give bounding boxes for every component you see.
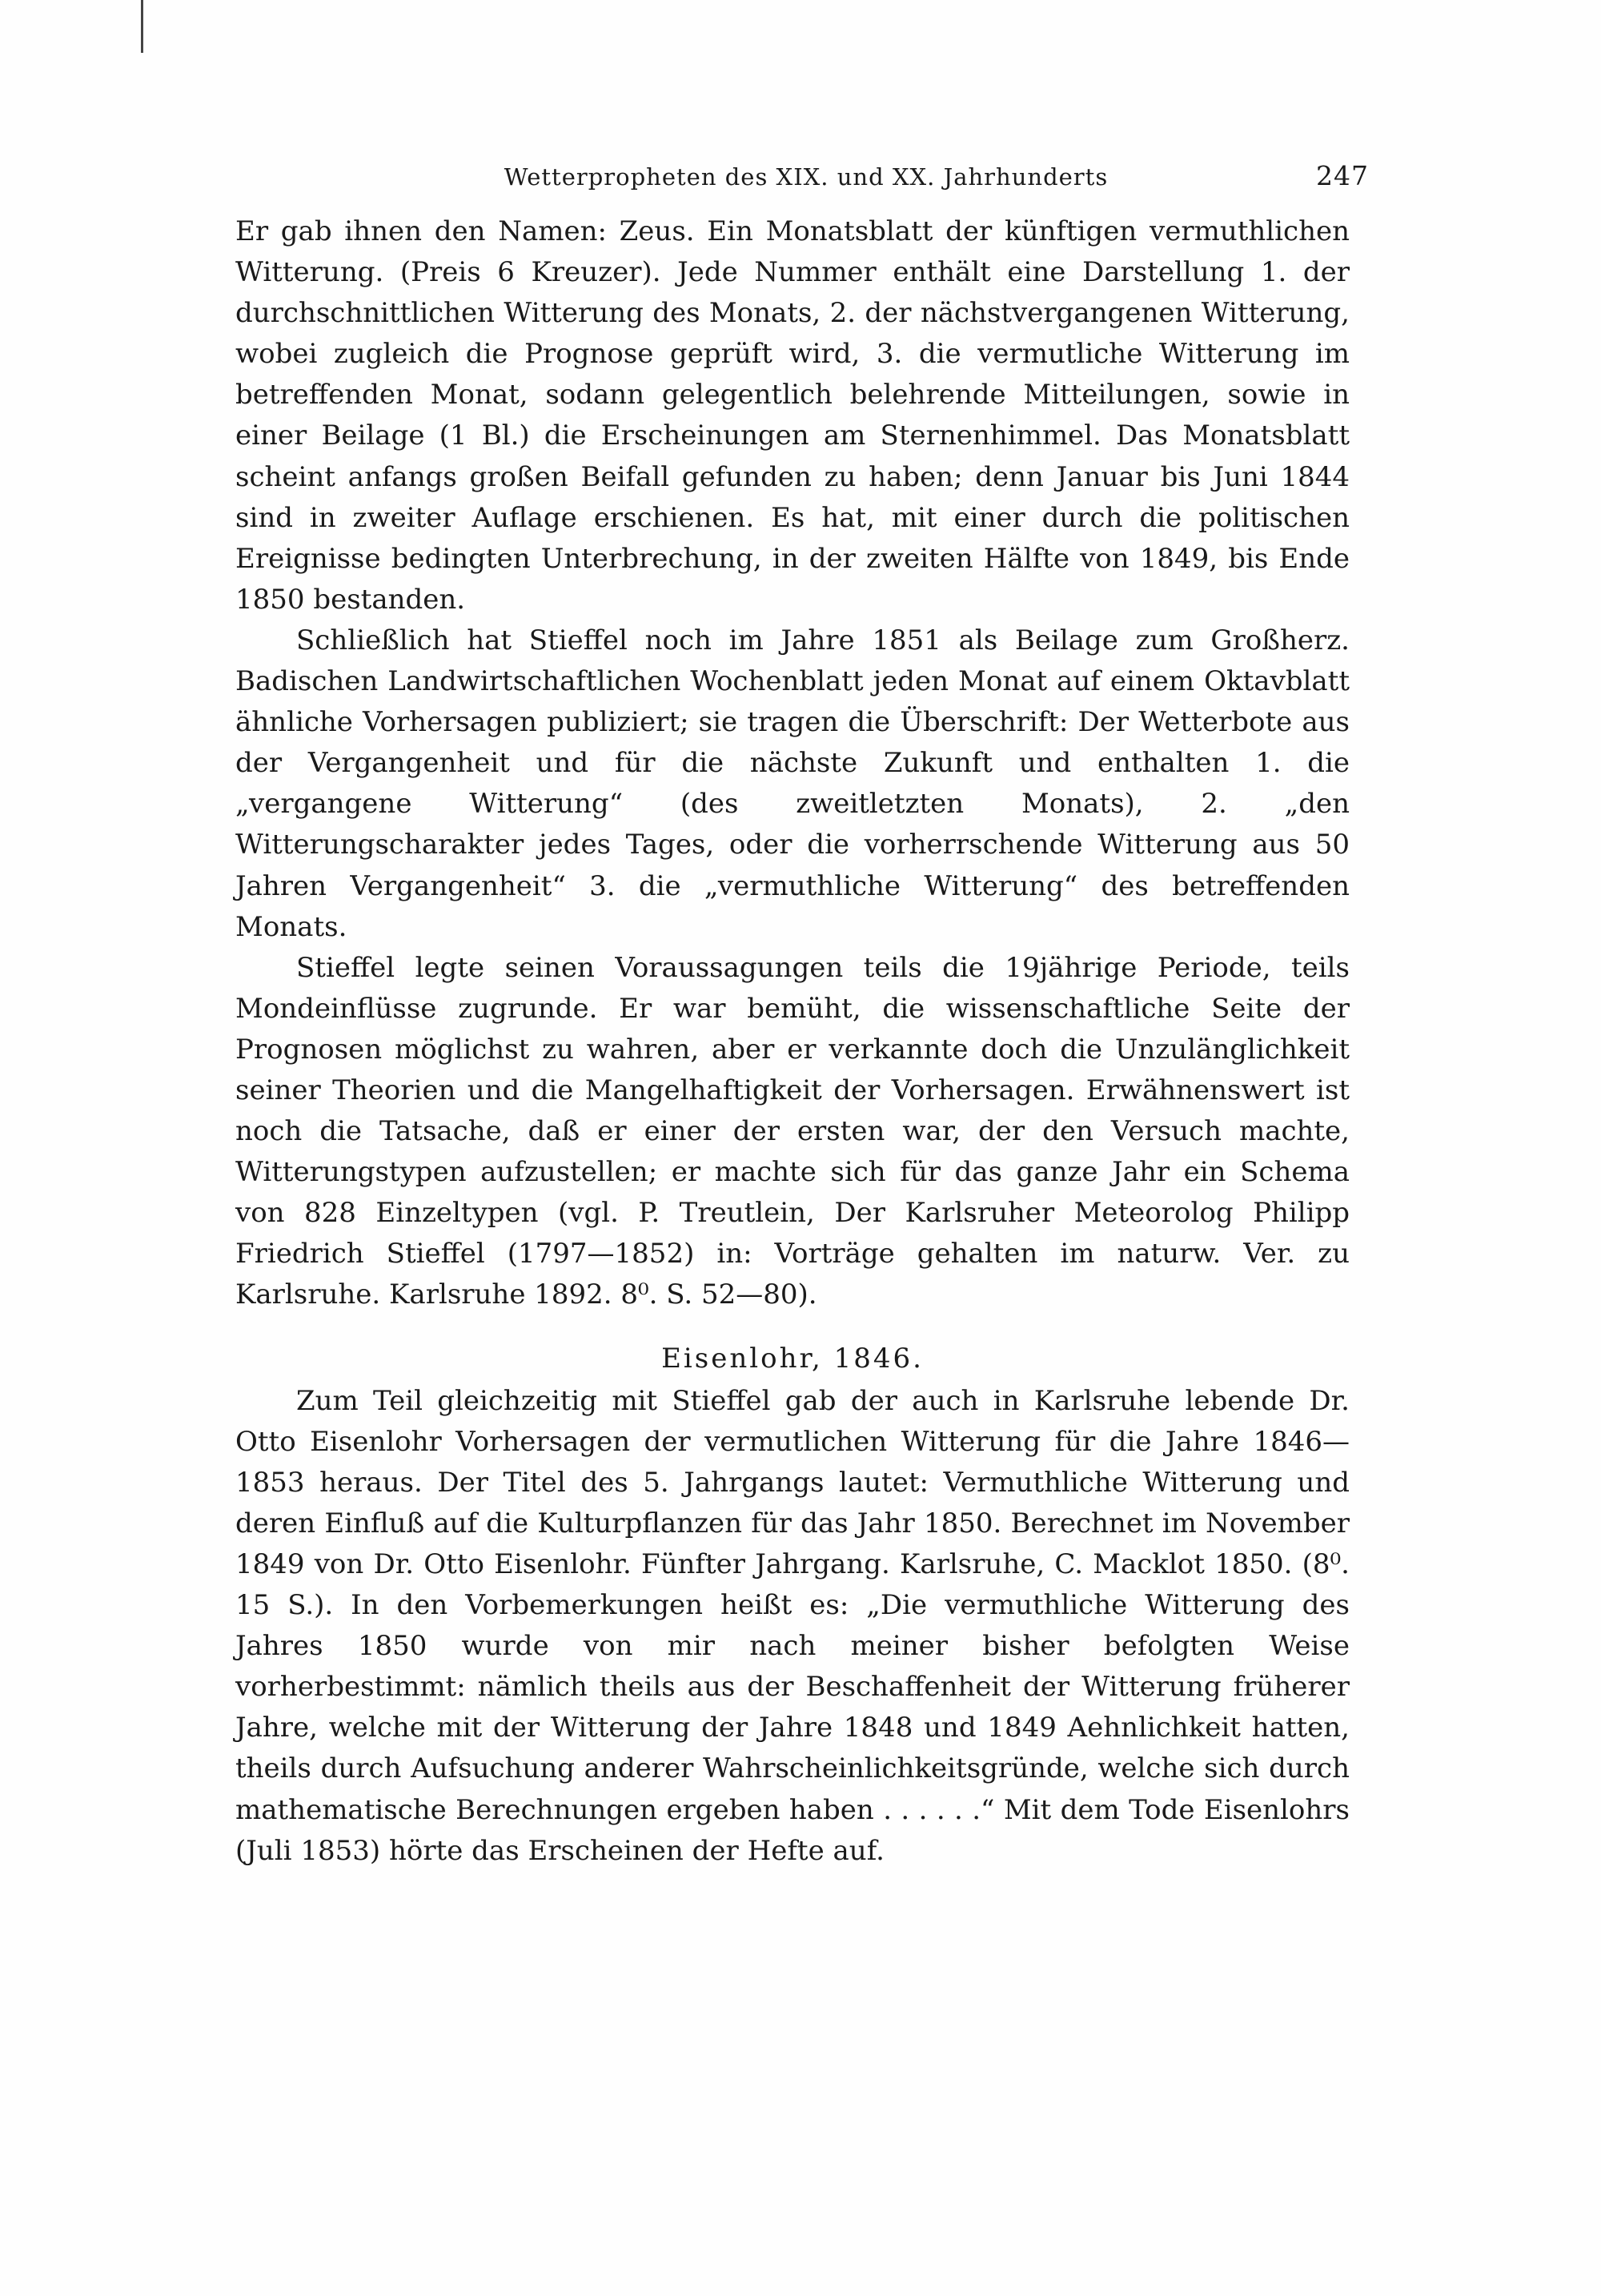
section-heading: Eisenlohr, 1846.	[661, 1342, 924, 1375]
paragraph: Schließlich hat Stieffel noch im Jahre 1851 als Beilage zum Großherz. Badischen Landwirtschaftlichen Wochenblatt jeden Monat auf einem Oktavblatt ähnliche Vorhersagen publiziert; sie tragen die Überschrift: Der Wetterbote aus der Vergangenheit und für die nächste Zukunft und enthalten 1. die „vergangene Witterung“ (des zweitletzten Monats), 2. „den Witterungscharakter jedes Tages, oder die vorherrschende Witterung aus 50 Jahren Vergangenheit“ 3. die „vermuthliche Witterung“ des betreffenden Monats.	[235, 624, 1350, 943]
body-text	[235, 211, 1350, 1872]
paragraph: Stieffel legte seinen Voraussagungen teils die 19jährige Periode, teils Mondeinflüsse zugrunde. Er war bemüht, die wissenschaftliche Seite der Prognosen möglichst zu wahren, aber er verkannte doch die Unzulänglichkeit seiner Theorien und die Mangelhaftigkeit der Vorhersagen. Erwähnenswert ist noch die Tatsache, daß er einer der ersten war, der den Versuch machte, Witterungstypen aufzustellen; er machte sich für das ganze Jahr ein Schema von 828 Einzeltypen (vgl. P. Treutlein, Der Karlsruher Meteorolog Philipp Friedrich Stieffel (1797—1852) in: Vorträge gehalten im naturw. Ver. zu Karlsruhe. Karlsruhe 1892. 8⁰. S. 52—80).	[235, 951, 1350, 1311]
paragraph: Zum Teil gleichzeitig mit Stieffel gab der auch in Karlsruhe lebende Dr. Otto Eisenlohr Vorhersagen der vermutlichen Witterung für die Jahre 1846—1853 heraus. Der Titel des 5. Jahrgangs lautet: Vermuthliche Witterung und deren Einfluß auf die Kulturpflanzen für das Jahr 1850. Berechnet im November 1849 von Dr. Otto Eisenlohr. Fünfter Jahrgang. Karlsruhe, C. Macklot 1850. (8⁰. 15 S.). In den Vorbemerkungen heißt es: „Die vermuthliche Witterung des Jahres 1850 wurde von mir nach meiner bisher befolgten Weise vorherbestimmt: nämlich theils aus der Beschaffenheit der Witterung früherer Jahre, welche mit der Witterung der Jahre 1848 und 1849 Aehnlichkeit hatten, theils durch Aufsuchung anderer Wahrscheinlichkeitsgründe, welche sich durch mathematische Berechnungen ergeben haben . . . . . .“ Mit dem Tode Eisenlohrs (Juli 1853) hörte das Erscheinen der Hefte auf.	[235, 1384, 1350, 1867]
running-title: Wetterpropheten des XIX. und XX. Jahrhunderts	[504, 163, 1109, 191]
running-header	[232, 160, 1369, 202]
scan-margin-mark	[141, 0, 143, 53]
paragraph: Er gab ihnen den Namen: Zeus. Ein Monatsblatt der künftigen vermuthlichen Witterung. (Preis 6 Kreuzer). Jede Nummer enthält eine Darstellung 1. der durchschnittlichen Witterung des Monats, 2. der nächstvergangenen Witterung, wobei zugleich die Prognose geprüft wird, 3. die vermutliche Witterung im betreffenden Monat, sodann gelegentlich belehrende Mitteilungen, sowie in einer Beilage (1 Bl.) die Erscheinungen am Sternenhimmel. Das Monatsblatt scheint anfangs großen Beifall gefunden zu haben; denn Januar bis Juni 1844 sind in zweiter Auflage erschienen. Es hat, mit einer durch die politischen Ereignisse bedingten Unterbrechung, in der zweiten Hälfte von 1849, bis Ende 1850 bestanden.	[235, 215, 1350, 616]
page-number: 247	[1316, 160, 1369, 191]
